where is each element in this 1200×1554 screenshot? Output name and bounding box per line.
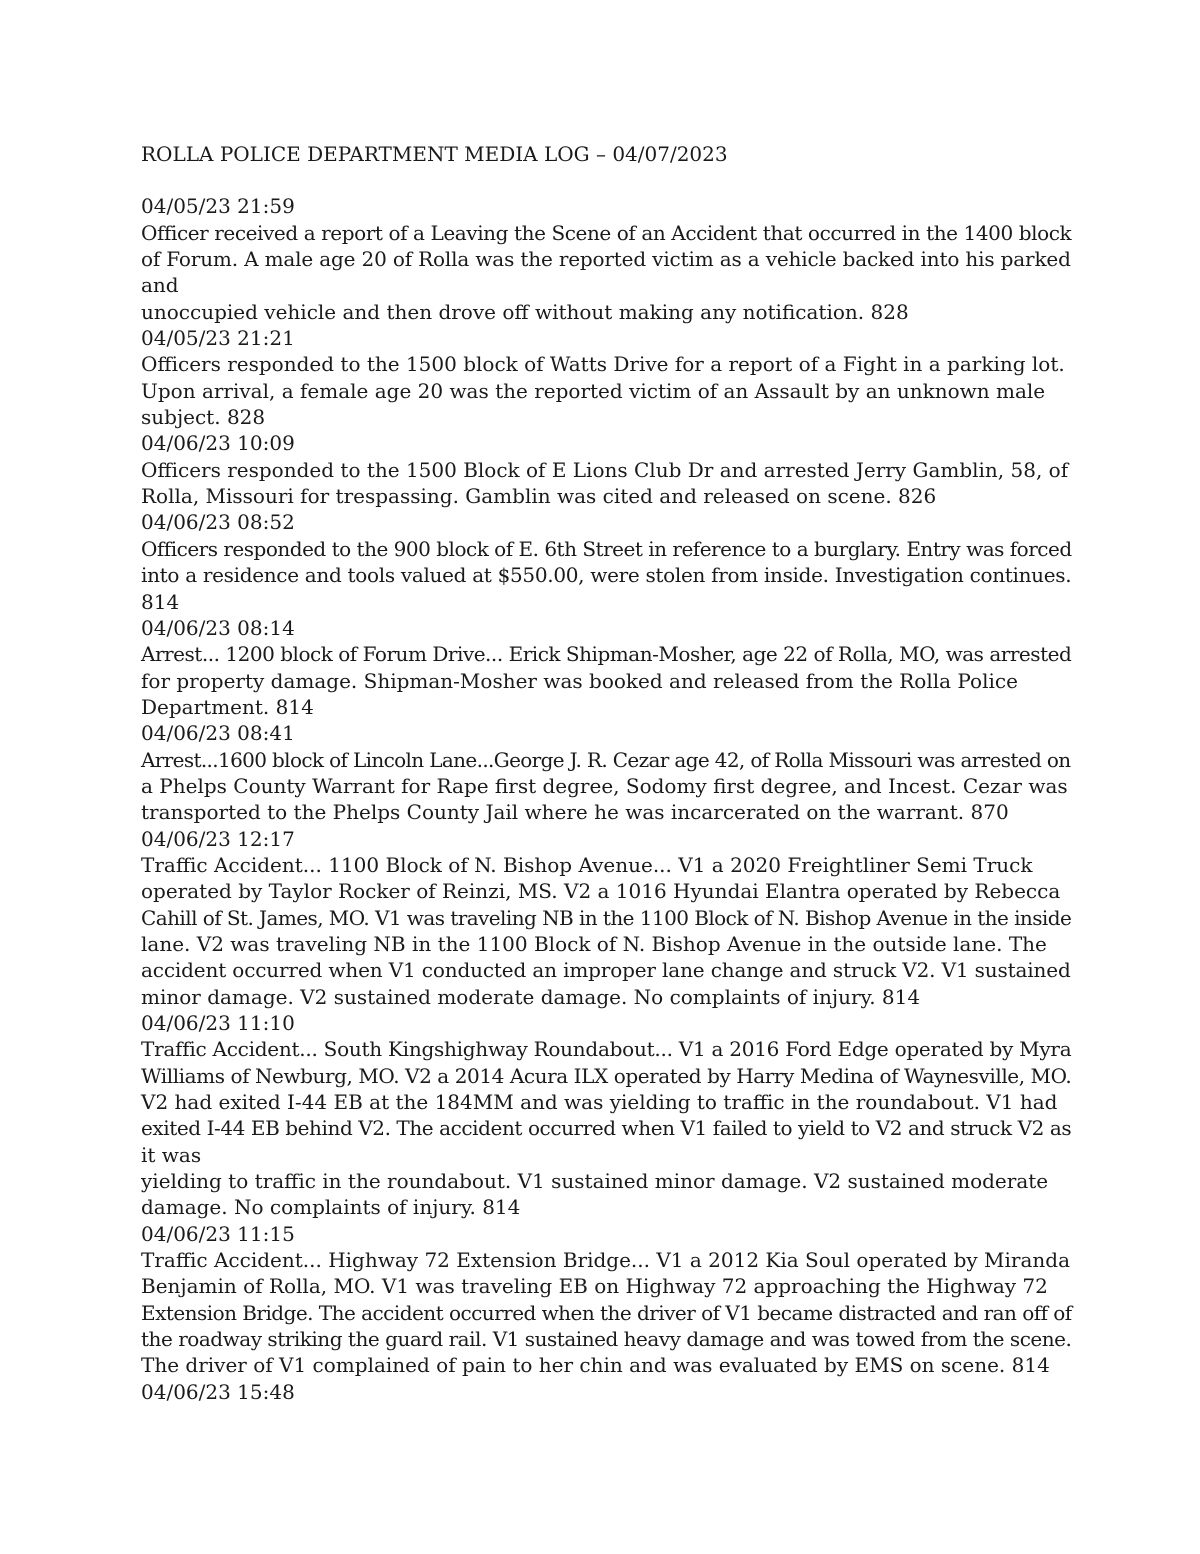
log-entry-timestamp: 04/06/23 12:17 <box>141 826 295 851</box>
log-entry-timestamp: 04/06/23 11:10 <box>141 1011 295 1035</box>
log-entry-text-line: minor damage. V2 sustained moderate damage. No complaints of injury. 814 <box>141 984 921 1009</box>
log-entry-text-line: the roadway striking the guard rail. V1 sustained heavy damage and was towed from the scene. <box>141 1327 1072 1352</box>
log-entry-text-line: yielding to traffic in the roundabout. V1 sustained minor damage. V2 sustained moderate <box>141 1169 1049 1194</box>
log-entry-timestamp: 04/06/23 08:41 <box>141 721 295 746</box>
log-entry-text-line: Cahill of St. James, MO. V1 was traveling NB in the 1100 Block of N. Bishop Avenue in the inside <box>141 905 1072 930</box>
log-entry-text-line: for property damage. Shipman-Mosher was booked and released from the Rolla Police <box>141 668 1018 693</box>
log-entry-text-line: it was <box>141 1142 202 1167</box>
document-title: ROLLA POLICE DEPARTMENT MEDIA LOG – 04/07/2023 <box>141 142 728 166</box>
log-entry-timestamp: 04/06/23 08:14 <box>141 615 295 640</box>
log-entry-text-line: unoccupied vehicle and then drove off without making any notification. 828 <box>141 299 909 324</box>
log-entry-text-line: exited I-44 EB behind V2. The accident occurred when V1 failed to yield to V2 and struck V2 as <box>141 1116 1072 1141</box>
log-entry-text-line: Traffic Accident... Highway 72 Extension Bridge... V1 a 2012 Kia Soul operated by Miranda <box>141 1248 1071 1273</box>
log-entry-text-line: accident occurred when V1 conducted an improper lane change and struck V2. V1 sustained <box>141 958 1071 983</box>
log-entry-text-line: Officers responded to the 900 block of E. 6th Street in reference to a burglary. Entry was forced <box>141 536 1072 561</box>
log-entry-text-line: operated by Taylor Rocker of Reinzi, MS. V2 a 1016 Hyundai Elantra operated by Rebecca <box>141 879 1061 904</box>
log-entry-text-line: damage. No complaints of injury. 814 <box>141 1195 521 1220</box>
log-entry-text-line: Extension Bridge. The accident occurred when the driver of V1 became distracted and ran off of <box>141 1300 1072 1325</box>
log-entry-text-line: and <box>141 273 179 298</box>
log-entry-text-line: a Phelps County Warrant for Rape first degree, Sodomy first degree, and Incest. Cezar was <box>141 773 1068 798</box>
log-entry-text-line: subject. 828 <box>141 405 266 430</box>
log-entry-text-line: Arrest... 1200 block of Forum Drive... Erick Shipman-Mosher, age 22 of Rolla, MO, was arrested <box>141 642 1072 667</box>
log-entry-text-line: V2 had exited I-44 EB at the 184MM and was yielding to traffic in the roundabout. V1 had <box>141 1090 1058 1115</box>
log-entry-timestamp: 04/05/23 21:21 <box>141 326 295 351</box>
log-entry-text-line: 814 <box>141 589 180 614</box>
log-entry-text-line: Rolla, Missouri for trespassing. Gamblin was cited and released on scene. 826 <box>141 484 937 509</box>
log-entry-text-line: Upon arrival, a female age 20 was the reported victim of an Assault by an unknown male <box>141 378 1046 403</box>
log-entry-text-line: Arrest...1600 block of Lincoln Lane...George J. R. Cezar age 42, of Rolla Missouri was arrested on <box>141 747 1071 772</box>
log-entry-text-line: Officers responded to the 1500 Block of E Lions Club Dr and arrested Jerry Gamblin, 58, of <box>141 457 1069 482</box>
log-entry-text-line: Traffic Accident... 1100 Block of N. Bishop Avenue... V1 a 2020 Freightliner Semi Truck <box>141 852 1033 877</box>
log-entry-text-line: into a residence and tools valued at $550.00, were stolen from inside. Investigation continues. <box>141 563 1072 588</box>
log-entry-text-line: The driver of V1 complained of pain to her chin and was evaluated by EMS on scene. 814 <box>141 1353 1050 1378</box>
log-entry-text-line: lane. V2 was traveling NB in the 1100 Block of N. Bishop Avenue in the outside lane. The <box>141 931 1047 956</box>
log-entry-timestamp: 04/05/23 21:59 <box>141 194 295 219</box>
media-log-entries <box>141 193 1071 1405</box>
log-entry-text-line: Williams of Newburg, MO. V2 a 2014 Acura ILX operated by Harry Medina of Waynesville, MO. <box>141 1063 1072 1088</box>
log-entry-timestamp: 04/06/23 15:48 <box>141 1379 295 1404</box>
log-entry-timestamp: 04/06/23 11:15 <box>141 1221 295 1246</box>
log-entry-text-line: Department. 814 <box>141 694 314 719</box>
log-entry-timestamp: 04/06/23 10:09 <box>141 431 295 456</box>
log-entry-text-line: transported to the Phelps County Jail where he was incarcerated on the warrant. 870 <box>141 800 1009 825</box>
log-entry-text-line: Traffic Accident... South Kingshighway Roundabout... V1 a 2016 Ford Edge operated by Myra <box>141 1037 1072 1062</box>
log-entry-timestamp: 04/06/23 08:52 <box>141 510 295 535</box>
log-entry-text-line: Benjamin of Rolla, MO. V1 was traveling EB on Highway 72 approaching the Highway 72 <box>141 1274 1048 1299</box>
document-body <box>141 141 1071 1405</box>
log-entry-text-line: Officers responded to the 1500 block of Watts Drive for a report of a Fight in a parking lot. <box>141 352 1065 377</box>
log-entry-text-line: Officer received a report of a Leaving the Scene of an Accident that occurred in the 1400 block <box>141 220 1072 245</box>
log-entry-text-line: of Forum. A male age 20 of Rolla was the reported victim as a vehicle backed into his parked <box>141 247 1071 272</box>
